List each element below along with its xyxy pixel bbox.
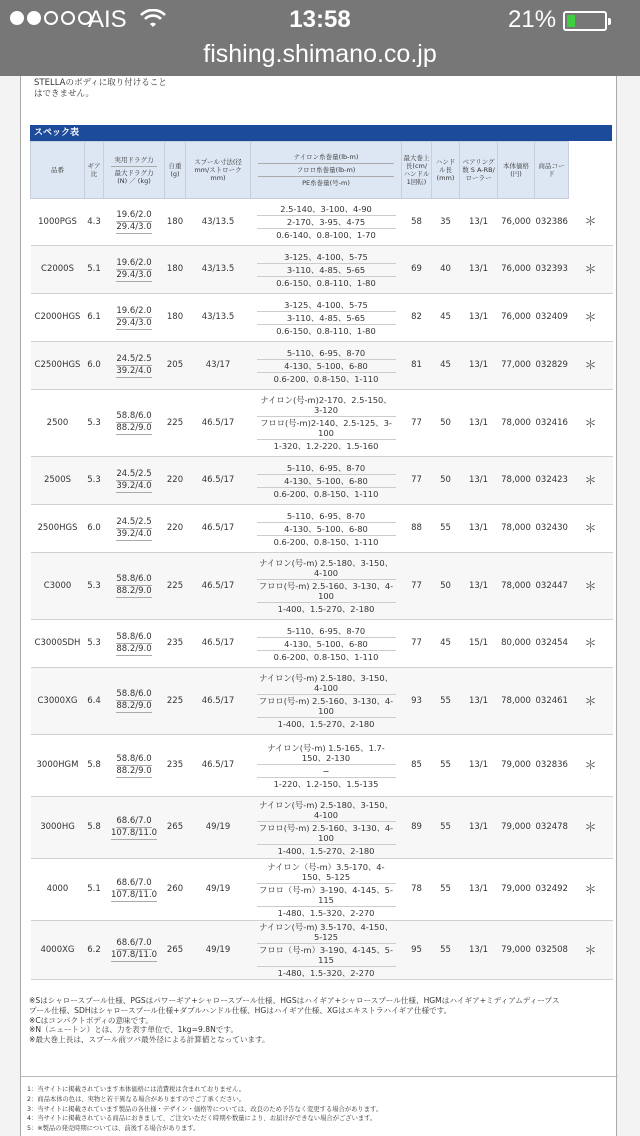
practical-drag: 58.8/6.0: [116, 689, 152, 699]
table-row: [31, 505, 613, 553]
footnotes: [27, 1085, 382, 1134]
model-cell: 2500S: [31, 457, 85, 505]
gear-ratio-cell: 5.3: [85, 553, 104, 620]
price-cell: 79,000: [498, 921, 535, 980]
product-code-cell: 032454: [535, 620, 569, 668]
table-header-row: [31, 142, 613, 199]
model-cell: C3000: [31, 553, 85, 620]
product-code-cell: 032508: [535, 921, 569, 980]
add-to-cart-icon[interactable]: ＊: [569, 553, 613, 620]
table-row: [31, 246, 613, 294]
note-line: プール仕様、SDHはシャロースプール仕様+ダブルハンドル仕様、HGはハイギア仕様、XGはエキストラハイギア仕様です。: [29, 1005, 452, 1015]
pe-capacity: 0.6-140、0.8-100、1-70: [276, 230, 376, 240]
drag-cell: [104, 457, 165, 505]
product-code-cell: 032423: [535, 457, 569, 505]
product-code-cell: 032461: [535, 668, 569, 735]
model-cell: C3000SDH: [31, 620, 85, 668]
clock: 13:58: [289, 6, 351, 33]
table-row: [31, 620, 613, 668]
fluoro-capacity: 3-110、4-85、5-65: [257, 264, 396, 277]
bearing-cell: 13/1: [460, 797, 498, 859]
weight-cell: 260: [165, 859, 186, 921]
model-cell: 3000HG: [31, 797, 85, 859]
price-cell: 79,000: [498, 859, 535, 921]
practical-drag: 19.6/2.0: [116, 257, 152, 268]
bearing-cell: 13/1: [460, 553, 498, 620]
spec-table-body: [31, 199, 613, 980]
max-drag: 29.4/3.0: [116, 222, 152, 232]
spool-cell: 46.5/17: [186, 553, 251, 620]
max-drag: 107.8/11.0: [110, 950, 158, 960]
retrieve-cell: 88: [402, 505, 432, 553]
fluoro-capacity: フロロ(号-m) 2.5-160、3-130、4-100: [257, 822, 396, 845]
note-line: STELLAのボディに取り付けること: [34, 78, 167, 88]
product-code-cell: 032447: [535, 553, 569, 620]
gear-ratio-cell: 5.8: [85, 735, 104, 797]
practical-drag: 24.5/2.5: [116, 353, 152, 364]
nylon-capacity: 5-110、6-95、8-70: [257, 625, 396, 638]
nylon-capacity: ナイロン（号-m）3.5-170、4-150、5-125: [257, 861, 396, 884]
weight-cell: 235: [165, 735, 186, 797]
gear-ratio-cell: 6.0: [85, 505, 104, 553]
page-content: [0, 76, 640, 1136]
product-code-cell: 032836: [535, 735, 569, 797]
bearing-cell: 13/1: [460, 921, 498, 980]
weight-cell: 265: [165, 921, 186, 980]
handle-length-cell: 45: [432, 294, 460, 342]
drag-cell: [104, 553, 165, 620]
max-drag: 29.4/3.0: [116, 317, 152, 328]
line-capacity-cell: [251, 199, 402, 246]
line-capacity-cell: [251, 342, 402, 390]
gear-ratio-cell: 5.3: [85, 457, 104, 505]
table-row: [31, 797, 613, 859]
spool-cell: 46.5/17: [186, 620, 251, 668]
weight-cell: 235: [165, 620, 186, 668]
col-handle: ハンドル長(mm): [432, 142, 460, 199]
handle-length-cell: 55: [432, 797, 460, 859]
line-capacity-cell: [251, 921, 402, 980]
weight-cell: 220: [165, 457, 186, 505]
fluoro-capacity: フロロ(号-m) 2.5-160、3-130、4-100: [257, 580, 396, 603]
handle-length-cell: 50: [432, 457, 460, 505]
nylon-capacity: 5-110、6-95、8-70: [257, 347, 396, 360]
pe-capacity: 0.6-200、0.8-150、1-110: [273, 536, 379, 547]
fluoro-capacity: 4-130、5-100、6-80: [257, 475, 396, 488]
nylon-capacity: 3-125、4-100、5-75: [257, 251, 396, 264]
gear-ratio-cell: 6.1: [85, 294, 104, 342]
retrieve-cell: 58: [402, 199, 432, 246]
retrieve-cell: 93: [402, 668, 432, 735]
spec-table-title: スペック表: [30, 125, 612, 141]
fluoro-capacity: フロロ(号-m) 2.5-160、3-130、4-100: [257, 695, 396, 718]
bearing-cell: 13/1: [460, 668, 498, 735]
retrieve-cell: 81: [402, 342, 432, 390]
pe-capacity: 1-400、1.5-270、2-180: [277, 604, 375, 614]
col-weight: 自重(g): [165, 142, 186, 199]
drag-cell: [104, 668, 165, 735]
price-cell: 76,000: [498, 199, 535, 246]
col-retrieve: 最大巻上長(cm/ハンドル1回転): [402, 142, 432, 199]
model-cell: 2500: [31, 390, 85, 457]
table-row: [31, 921, 613, 980]
pe-capacity: 1-320、1.2-220、1.5-160: [273, 441, 379, 451]
max-drag: 88.2/9.0: [116, 586, 152, 596]
note-line: ※最大巻上長は、スプール前ツバ最外径による計算値となっています。: [29, 1035, 270, 1045]
retrieve-cell: 95: [402, 921, 432, 980]
col-bearing: ベアリング数 S A-RB/ローラー: [460, 142, 498, 199]
nylon-capacity: ナイロン(号-m) 2.5-180、3-150、4-100: [257, 557, 396, 580]
price-cell: 78,000: [498, 390, 535, 457]
line-capacity-cell: [251, 457, 402, 505]
gear-ratio-cell: 5.1: [85, 246, 104, 294]
nylon-capacity: 5-110、6-95、8-70: [257, 462, 396, 475]
add-to-cart-icon[interactable]: ＊: [569, 859, 613, 921]
spec-table: [30, 141, 613, 980]
col-price: 本体価格(円): [498, 142, 535, 199]
price-cell: 78,000: [498, 553, 535, 620]
gear-ratio-cell: 4.3: [85, 199, 104, 246]
retrieve-cell: 77: [402, 553, 432, 620]
col-cart: [569, 142, 613, 199]
gear-ratio-cell: 6.4: [85, 668, 104, 735]
spool-cell: 43/17: [186, 342, 251, 390]
handle-length-cell: 55: [432, 668, 460, 735]
practical-drag: 19.6/2.0: [116, 210, 152, 220]
spool-cell: 46.5/17: [186, 390, 251, 457]
bearing-cell: 13/1: [460, 246, 498, 294]
drag-cell: [104, 921, 165, 980]
drag-cell: [104, 199, 165, 246]
add-to-cart-icon[interactable]: ＊: [569, 199, 613, 246]
spool-cell: 46.5/17: [186, 668, 251, 735]
spool-cell: 46.5/17: [186, 457, 251, 505]
nylon-capacity: ナイロン(号-m)2-170、2.5-150、3-120: [257, 394, 396, 417]
pe-capacity: 0.6-200、0.8-150、1-110: [273, 373, 379, 384]
col-spool: スプール寸法(径mm/ストローク mm): [186, 142, 251, 199]
bearing-cell: 13/1: [460, 859, 498, 921]
bearing-cell: 13/1: [460, 735, 498, 797]
model-cell: 4000: [31, 859, 85, 921]
table-row: [31, 735, 613, 797]
practical-drag: 58.8/6.0: [116, 411, 152, 421]
gear-ratio-cell: 5.8: [85, 797, 104, 859]
pe-capacity: 0.6-200、0.8-150、1-110: [273, 488, 379, 499]
add-to-cart-icon[interactable]: ＊: [569, 921, 613, 980]
product-code-cell: 032478: [535, 797, 569, 859]
weight-cell: 180: [165, 199, 186, 246]
product-code-cell: 032829: [535, 342, 569, 390]
pe-capacity: 1-400、1.5-270、2-180: [277, 719, 375, 729]
price-cell: 76,000: [498, 246, 535, 294]
nylon-capacity: ナイロン(号-m) 2.5-180、3-150、4-100: [257, 799, 396, 822]
note-line: ※N（ニュートン）とは、力を表す単位で、1kg=9.8Nです。: [29, 1025, 238, 1035]
carrier-name: AIS: [88, 6, 127, 33]
drag-cell: [104, 294, 165, 342]
max-drag: 39.2/4.0: [116, 528, 152, 539]
drag-cell: [104, 342, 165, 390]
drag-cell: [104, 620, 165, 668]
pe-capacity: 1-400、1.5-270、2-180: [277, 845, 375, 856]
fluoro-capacity: 2-170、3-95、4-75: [257, 216, 396, 229]
page-frame: [20, 76, 617, 1136]
spool-cell: 46.5/17: [186, 735, 251, 797]
practical-drag: 58.8/6.0: [116, 631, 152, 642]
max-drag: 29.4/3.0: [116, 269, 152, 280]
nylon-capacity: ナイロン(号-m) 1.5-165、1.7-150、2-130: [257, 742, 396, 765]
add-to-cart-icon[interactable]: ＊: [569, 620, 613, 668]
battery-icon: [563, 11, 607, 31]
nylon-capacity: 5-110、6-95、8-70: [257, 510, 396, 523]
drag-cell: [104, 505, 165, 553]
spool-cell: 43/13.5: [186, 246, 251, 294]
table-row: [31, 553, 613, 620]
add-to-cart-icon[interactable]: ＊: [569, 505, 613, 553]
product-code-cell: 032386: [535, 199, 569, 246]
drag-cell: [104, 390, 165, 457]
max-drag: 39.2/4.0: [116, 480, 152, 491]
handle-length-cell: 50: [432, 553, 460, 620]
max-drag: 88.2/9.0: [116, 701, 152, 711]
fluoro-capacity: フロロ(号-m)2-140、2.5-125、3-100: [257, 417, 396, 440]
spool-cell: 49/19: [186, 859, 251, 921]
practical-drag: 24.5/2.5: [116, 468, 152, 479]
pe-capacity: 0.6-150、0.8-110、1-80: [276, 325, 376, 336]
add-to-cart-icon[interactable]: ＊: [569, 390, 613, 457]
product-code-cell: 032393: [535, 246, 569, 294]
compatibility-note: [34, 78, 167, 100]
price-cell: 79,000: [498, 797, 535, 859]
price-cell: 80,000: [498, 620, 535, 668]
retrieve-cell: 82: [402, 294, 432, 342]
handle-length-cell: 55: [432, 505, 460, 553]
spool-cell: 43/13.5: [186, 199, 251, 246]
model-cell: 2500HGS: [31, 505, 85, 553]
fluoro-capacity: 4-130、5-100、6-80: [257, 360, 396, 373]
max-drag: 88.2/9.0: [116, 423, 152, 433]
add-to-cart-icon[interactable]: ＊: [569, 668, 613, 735]
line-capacity-cell: [251, 246, 402, 294]
spool-cell: 49/19: [186, 797, 251, 859]
product-code-cell: 032409: [535, 294, 569, 342]
retrieve-cell: 89: [402, 797, 432, 859]
line-capacity-cell: [251, 735, 402, 797]
note-line: はできません。: [34, 89, 95, 99]
footnote: 5：※製品の発売時期については、前後する場合があります。: [27, 1125, 200, 1133]
gear-ratio-cell: 5.3: [85, 390, 104, 457]
add-to-cart-icon[interactable]: ＊: [569, 457, 613, 505]
line-capacity-cell: [251, 390, 402, 457]
retrieve-cell: 78: [402, 859, 432, 921]
max-drag: 88.2/9.0: [116, 643, 152, 654]
drag-cell: [104, 797, 165, 859]
line-capacity-cell: [251, 668, 402, 735]
practical-drag: 24.5/2.5: [116, 516, 152, 527]
bearing-cell: 13/1: [460, 199, 498, 246]
model-cell: 1000PGS: [31, 199, 85, 246]
practical-drag: 68.6/7.0: [116, 938, 152, 948]
handle-length-cell: 55: [432, 735, 460, 797]
weight-cell: 180: [165, 294, 186, 342]
max-drag: 39.2/4.0: [116, 365, 152, 376]
max-drag: 107.8/11.0: [110, 827, 158, 838]
nylon-capacity: 3-125、4-100、5-75: [257, 299, 396, 312]
line-capacity-cell: [251, 797, 402, 859]
price-cell: 79,000: [498, 735, 535, 797]
pe-capacity: 0.6-150、0.8-110、1-80: [276, 277, 376, 288]
line-capacity-cell: [251, 553, 402, 620]
line-capacity-cell: [251, 505, 402, 553]
add-to-cart-icon[interactable]: ＊: [569, 797, 613, 859]
spool-cell: 46.5/17: [186, 505, 251, 553]
note-line: ※Sはシャロースプール仕様、PGSはパワーギア+シャロースプール仕様、HGSはハイギア+シャロースプール仕様、HGMはハイギア+ミディアムディープス: [29, 996, 560, 1005]
retrieve-cell: 77: [402, 390, 432, 457]
pe-capacity: 1-480、1.5-320、2-270: [277, 907, 375, 918]
nylon-capacity: 2.5-140、3-100、4-90: [257, 203, 396, 216]
col-drag: 実用ドラグ力 最大ドラグ力 (N) ／ (kg): [104, 142, 165, 199]
drag-cell: [104, 859, 165, 921]
gear-ratio-cell: 6.0: [85, 342, 104, 390]
line-capacity-cell: [251, 620, 402, 668]
price-cell: 78,000: [498, 505, 535, 553]
max-drag: 107.8/11.0: [110, 889, 158, 900]
price-cell: 76,000: [498, 294, 535, 342]
footnote: 4：当サイトに掲載されている商品におきまして、ご注文いただく時期や数量により、お届けができない場合がございます。: [27, 1115, 377, 1123]
retrieve-cell: 77: [402, 457, 432, 505]
col-code: 商品コード: [535, 142, 569, 199]
fluoro-capacity: 4-130、5-100、6-80: [257, 523, 396, 536]
bearing-cell: 13/1: [460, 505, 498, 553]
handle-length-cell: 35: [432, 199, 460, 246]
status-bar: [0, 0, 640, 40]
bearing-cell: 13/1: [460, 457, 498, 505]
fluoro-capacity: フロロ（号-m）3-190、4-145、5-115: [257, 944, 396, 967]
practical-drag: 68.6/7.0: [116, 877, 152, 888]
table-row: [31, 390, 613, 457]
product-code-cell: 032430: [535, 505, 569, 553]
pe-capacity: 1-220、1.2-150、1.5-135: [273, 778, 379, 789]
note-line: ※Cはコンパクトボディの意味です。: [29, 1015, 153, 1025]
price-cell: 78,000: [498, 668, 535, 735]
fluoro-capacity: 3-110、4-85、5-65: [257, 312, 396, 325]
model-cell: C2000HGS: [31, 294, 85, 342]
model-cell: C2000S: [31, 246, 85, 294]
footnote: 1：当サイトに掲載されています本体価格には消費税は含まれておりません。: [27, 1086, 246, 1093]
nylon-capacity: ナイロン(号-m) 2.5-180、3-150、4-100: [257, 672, 396, 695]
retrieve-cell: 69: [402, 246, 432, 294]
practical-drag: 68.6/7.0: [116, 815, 152, 826]
gear-ratio-cell: 5.1: [85, 859, 104, 921]
battery-percent: 21%: [508, 6, 557, 33]
price-cell: 77,000: [498, 342, 535, 390]
add-to-cart-icon[interactable]: ＊: [569, 246, 613, 294]
address-bar[interactable]: fishing.shimano.co.jp: [0, 40, 640, 76]
practical-drag: 19.6/2.0: [116, 305, 152, 316]
table-row: [31, 294, 613, 342]
bearing-cell: 13/1: [460, 342, 498, 390]
handle-length-cell: 55: [432, 921, 460, 980]
weight-cell: 265: [165, 797, 186, 859]
retrieve-cell: 85: [402, 735, 432, 797]
fluoro-capacity: −: [257, 765, 396, 778]
fluoro-capacity: フロロ（号-m）3-190、4-145、5-115: [257, 884, 396, 907]
weight-cell: 225: [165, 390, 186, 457]
model-cell: C2500HGS: [31, 342, 85, 390]
col-gear: ギア比: [85, 142, 104, 199]
bearing-cell: 15/1: [460, 620, 498, 668]
footnote: 2：商品本体の色は、実物と若干異なる場合がありますのでご了承ください。: [27, 1095, 246, 1103]
weight-cell: 180: [165, 246, 186, 294]
table-row: [31, 859, 613, 921]
add-to-cart-icon[interactable]: ＊: [569, 342, 613, 390]
gear-ratio-cell: 5.3: [85, 620, 104, 668]
pe-capacity: 0.6-200、0.8-150、1-110: [273, 651, 379, 662]
handle-length-cell: 50: [432, 390, 460, 457]
col-line: ナイロン糸巻量(lb-m) フロロ糸巻量(lb-m) PE糸巻量(号-m): [251, 142, 402, 199]
footnote: 3：当サイトに掲載されています製品の各仕様・デザイン・価格等については、改良のため予告なく変更する場合があります。: [27, 1105, 383, 1113]
handle-length-cell: 55: [432, 859, 460, 921]
max-drag: 88.2/9.0: [116, 765, 152, 776]
weight-cell: 225: [165, 553, 186, 620]
table-row: [31, 457, 613, 505]
nylon-capacity: ナイロン(号-m) 3.5-170、4-150、5-125: [257, 921, 396, 944]
weight-cell: 220: [165, 505, 186, 553]
bearing-cell: 13/1: [460, 390, 498, 457]
fluoro-capacity: 4-130、5-100、6-80: [257, 638, 396, 651]
table-row: [31, 342, 613, 390]
drag-cell: [104, 246, 165, 294]
table-row: [31, 199, 613, 246]
model-cell: 3000HGM: [31, 735, 85, 797]
divider: [21, 1076, 618, 1077]
product-code-cell: 032416: [535, 390, 569, 457]
line-capacity-cell: [251, 859, 402, 921]
col-model: 品番: [31, 142, 85, 199]
handle-length-cell: 40: [432, 246, 460, 294]
price-cell: 78,000: [498, 457, 535, 505]
line-capacity-cell: [251, 294, 402, 342]
table-row: [31, 668, 613, 735]
model-cell: 4000XG: [31, 921, 85, 980]
add-to-cart-icon[interactable]: ＊: [569, 294, 613, 342]
weight-cell: 225: [165, 668, 186, 735]
spool-cell: 43/13.5: [186, 294, 251, 342]
product-code-cell: 032492: [535, 859, 569, 921]
spec-notes: [29, 996, 614, 1045]
handle-length-cell: 45: [432, 620, 460, 668]
drag-cell: [104, 735, 165, 797]
spool-cell: 49/19: [186, 921, 251, 980]
add-to-cart-icon[interactable]: ＊: [569, 735, 613, 797]
retrieve-cell: 77: [402, 620, 432, 668]
practical-drag: 58.8/6.0: [116, 574, 152, 584]
gear-ratio-cell: 6.2: [85, 921, 104, 980]
practical-drag: 58.8/6.0: [116, 753, 152, 764]
model-cell: C3000XG: [31, 668, 85, 735]
pe-capacity: 1-480、1.5-320、2-270: [277, 968, 375, 978]
handle-length-cell: 45: [432, 342, 460, 390]
bearing-cell: 13/1: [460, 294, 498, 342]
weight-cell: 205: [165, 342, 186, 390]
